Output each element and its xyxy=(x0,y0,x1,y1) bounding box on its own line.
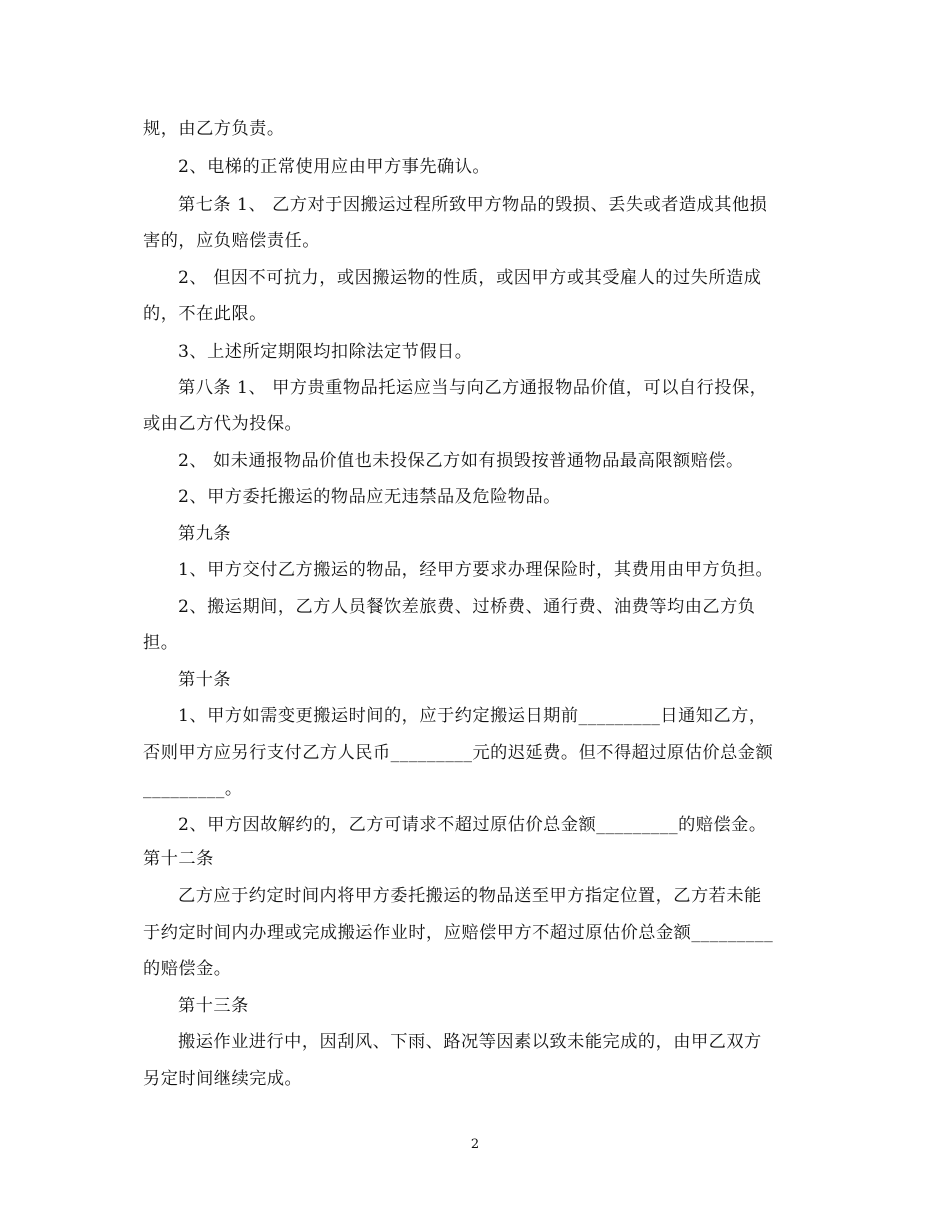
text-line: 第十条 xyxy=(178,670,232,690)
text-line: 或由乙方代为投保。 xyxy=(143,414,303,434)
page-number: 2 xyxy=(470,1137,480,1152)
text-line: _________。 xyxy=(143,779,243,799)
text-line: 2、搬运期间，乙方人员餐饮差旅费、过桥费、通行费、油费等均由乙方负 xyxy=(178,597,756,617)
text-line: 1、甲方如需变更搬运时间的，应于约定搬运日期前_________日通知乙方， xyxy=(178,706,767,726)
text-line: 第十三条 xyxy=(178,996,249,1016)
text-line: 第十二条 xyxy=(143,849,214,869)
text-line: 3、上述所定期限均扣除法定节假日。 xyxy=(178,342,473,362)
text-line: 第八条 1、 甲方贵重物品托运应当与向乙方通报物品价值，可以自行投保， xyxy=(178,378,768,398)
text-line: 1、甲方交付乙方搬运的物品，经甲方要求办理保险时，其费用由甲方负担。 xyxy=(178,560,774,580)
text-line: 第九条 xyxy=(178,524,232,544)
text-line: 担。 xyxy=(143,633,179,653)
text-line: 否则甲方应另行支付乙方人民币_________元的迟延费。但不得超过原估价总金额 xyxy=(143,743,774,763)
text-line: 搬运作业进行中，因刮风、下雨、路况等因素以致未能完成的，由甲乙双方 xyxy=(178,1032,762,1052)
text-line: 2、 但因不可抗力，或因搬运物的性质，或因甲方或其受雇人的过失所造成 xyxy=(178,268,762,288)
text-line: 的，不在此限。 xyxy=(143,304,267,324)
text-line: 害的，应负赔偿责任。 xyxy=(143,231,320,251)
text-line: 于约定时间内办理或完成搬运作业时，应赔偿甲方不超过原估价总金额_________ xyxy=(143,923,774,943)
text-line: 2、电梯的正常使用应由甲方事先确认。 xyxy=(178,157,491,177)
text-line: 规，由乙方负责。 xyxy=(143,119,285,139)
text-line: 2、甲方委托搬运的物品应无违禁品及危险物品。 xyxy=(178,487,561,507)
text-line: 乙方应于约定时间内将甲方委托搬运的物品送至甲方指定位置，乙方若未能 xyxy=(178,886,762,906)
text-line: 第七条 1、 乙方对于因搬运过程所致甲方物品的毁损、丢失或者造成其他损 xyxy=(178,195,768,215)
text-line: 2、 如未通报物品价值也未投保乙方如有损毁按普通物品最高限额赔偿。 xyxy=(178,451,744,471)
text-line: 的赔偿金。 xyxy=(143,959,232,979)
text-line: 另定时间继续完成。 xyxy=(143,1069,303,1089)
text-line: 2、甲方因故解约的，乙方可请求不超过原估价总金额_________的赔偿金。 xyxy=(178,815,767,835)
